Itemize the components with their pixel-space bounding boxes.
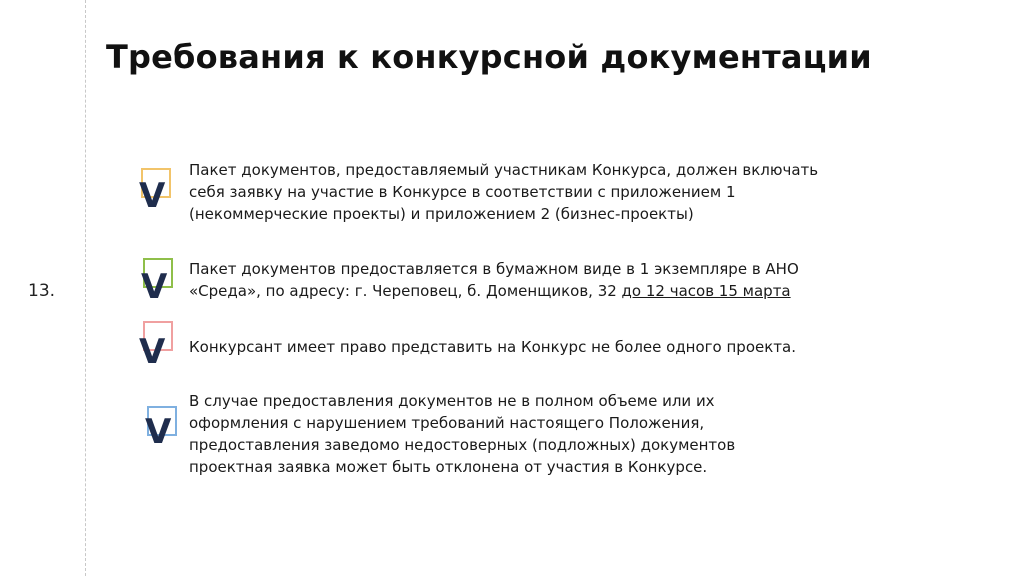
check-icon: V [145,412,172,452]
check-mark-1 [138,166,194,222]
requirement-3-line-1: Конкурсант имеет право представить на Конкурс не более одного проекта. [189,338,796,356]
requirement-3 [189,336,909,358]
requirement-1 [189,159,909,225]
requirement-2-line-1: Пакет документов предоставляется в бумажном виде в 1 экземпляре в АНО [189,260,799,278]
requirement-4-line-1: В случае предоставления документов не в полном объеме или их [189,392,715,410]
requirement-1-line-1: Пакет документов, предоставляемый участникам Конкурса, должен включать [189,161,819,179]
requirement-1-line-2: себя заявку на участие в Конкурсе в соответствии с приложением 1 [189,183,736,201]
requirement-4-line-3: предоставления заведомо недостоверных (подложных) документов [189,436,736,454]
slide-number: 13. [28,281,56,301]
requirement-4 [189,390,909,478]
check-mark-3 [138,319,194,375]
requirement-2-line-2 [189,280,909,302]
requirement-2 [189,258,909,302]
check-icon: V [139,176,166,216]
check-mark-2 [138,256,194,312]
page-title: Требования к конкурсной документации [106,38,872,76]
requirement-4-line-4: проектная заявка может быть отклонена от участия в Конкурсе. [189,458,708,476]
check-icon: V [139,332,166,372]
requirement-4-line-2: оформления с нарушением требований настоящего Положения, [189,414,705,432]
requirement-1-line-3: (некоммерческие проекты) и приложением 2 (бизнес-проекты) [189,205,694,223]
dashed-guide-line [85,0,86,576]
requirement-2-address: «Среда», по адресу: г. Череповец, б. Доменщиков, 32 [189,282,622,300]
check-icon: V [141,267,168,307]
deadline-text: до 12 часов 15 марта [621,282,791,300]
